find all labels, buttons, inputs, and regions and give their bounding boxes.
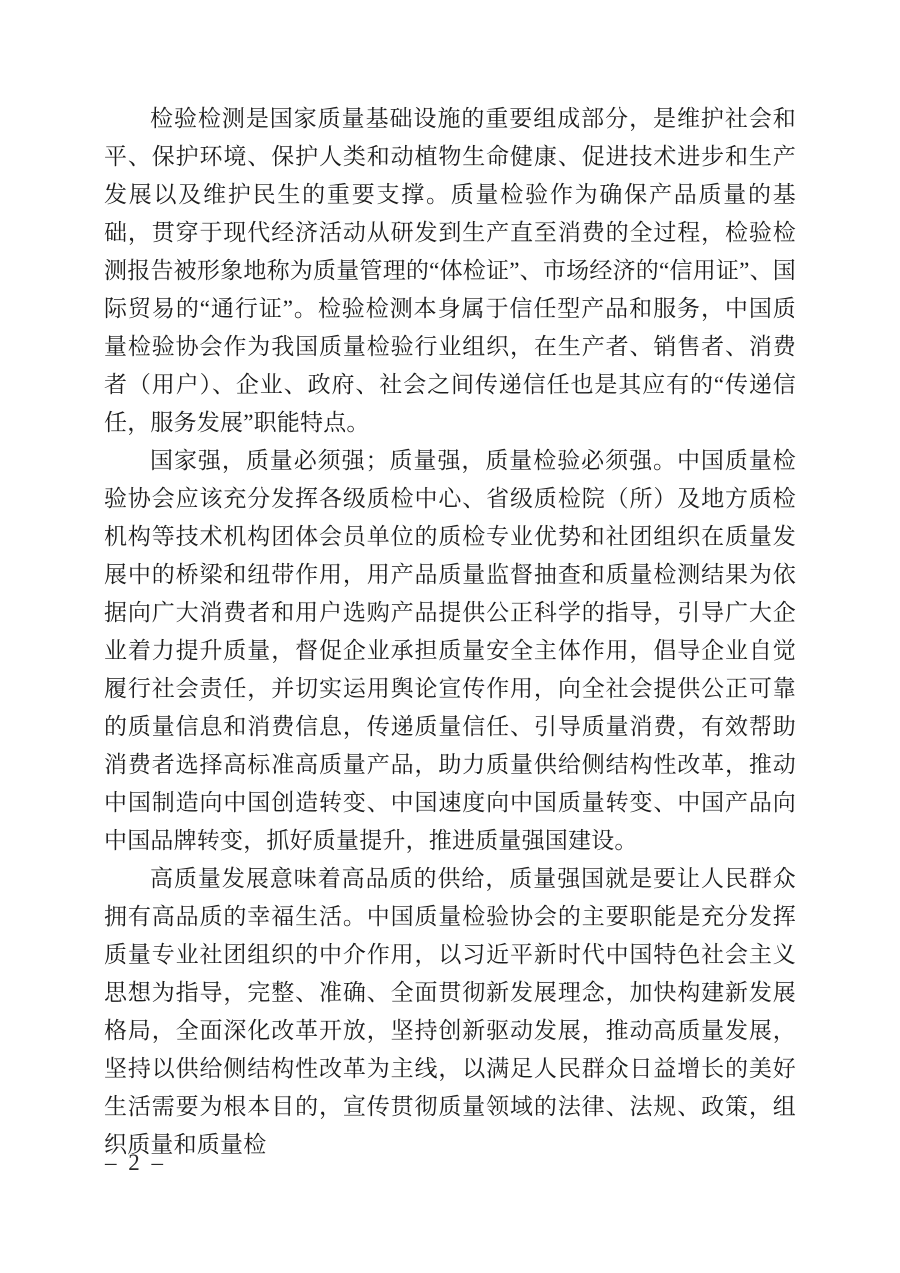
document-body — [104, 100, 796, 1164]
body-paragraph: 国家强，质量必须强；质量强，质量检验必须强。中国质量检验协会应该充分发挥各级质检中心、省级质检院（所）及地方质检机构等技术机构团体会员单位的质检专业优势和社团组织在质量发展中的桥梁和纽带作用，用产品质量监督抽查和质量检测结果为依据向广大消费者和用户选购产品提供公正科学的指导，引导广大企业着力提升质量，督促企业承担质量安全主体作用，倡导企业自觉履行社会责任，并切实运用舆论宣传作用，向全社会提供公正可靠的质量信息和消费信息，传递质量信任、引导质量消费，有效帮助消费者选择高标准高质量产品，助力质量供给侧结构性改革，推动中国制造向中国创造转变、中国速度向中国质量转变、中国产品向中国品牌转变，抓好质量提升，推进质量强国建设。 — [104, 448, 796, 853]
page-number: – 2 – — [105, 1150, 166, 1175]
body-paragraph: 高质量发展意味着高品质的供给，质量强国就是要让人民群众拥有高品质的幸福生活。中国质量检验协会的主要职能是充分发挥质量专业社团组织的中介作用，以习近平新时代中国特色社会主义思想为指导，完整、准确、全面贯彻新发展理念，加快构建新发展格局，全面深化改革开放，坚持创新驱动发展，推动高质量发展，坚持以供给侧结构性改革为主线，以满足人民群众日益增长的美好生活需要为根本目的，宣传贯彻质量领域的法律、法规、政策，组织质量和质量检 — [104, 866, 796, 1157]
body-paragraph: 检验检测是国家质量基础设施的重要组成部分，是维护社会和平、保护环境、保护人类和动植物生命健康、促进技术进步和生产发展以及维护民生的重要支撑。质量检验作为确保产品质量的基础，贯穿于现代经济活动从研发到生产直至消费的全过程，检验检测报告被形象地称为质量管理的“体检证”、市场经济的“信用证”、国际贸易的“通行证”。检验检测本身属于信任型产品和服务，中国质量检验协会作为我国质量检验行业组织，在生产者、销售者、消费者（用户）、企业、政府、社会之间传递信任也是其应有的“传递信任，服务发展”职能特点。 — [104, 106, 796, 435]
